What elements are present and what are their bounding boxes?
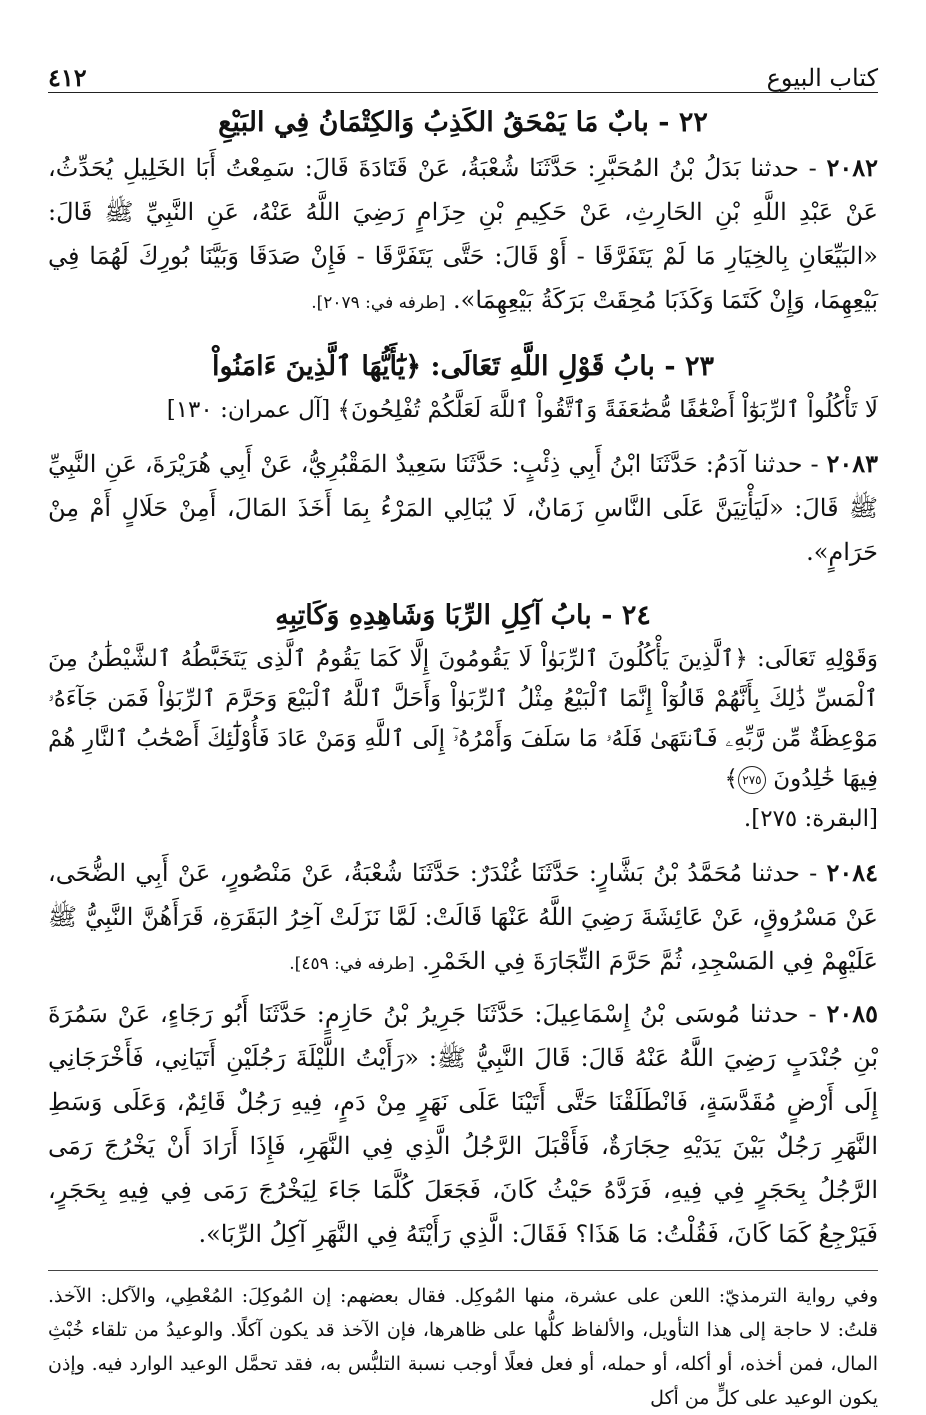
verse-close: ﴾ <box>724 766 738 792</box>
hadith-number: ٢٠٨٢ <box>826 153 879 182</box>
verse-reference: [آل عمران: ١٣٠] <box>166 397 331 423</box>
hadith-text: - حدثنا آدَمُ: حَدَّثَنَا ابْنُ أَبِي ذِئْبٍ: حَدَّثَنَا سَعِيدٌ المَقْبُرِيُّ، عَنْ أَبِي هُرَيْرَةَ، عَنِ النَّبِيِّ ﷺ قَالَ: «لَيَأْتِيَنَّ عَلَى النَّاسِ زَمَانٌ، لَا يُبَالِي المَرْءُ بِمَا أَخَذَ المَالَ، أَمِنْ حَلَالٍ أَمْ مِنْ حَرَامٍ». <box>48 450 878 566</box>
quran-verse: ﴿ٱلَّذِينَ يَأْكُلُونَ ٱلرِّبَوٰاْ لَا يَقُومُونَ إِلَّا كَمَا يَقُومُ ٱلَّذِى يَتَخَبَّطُهُ ٱلشَّيْطَٰنُ مِنَ ٱلْمَسِّ ذَٰلِكَ بِأَنَّهُمْ قَالُوٓاْ إِنَّمَا ٱلْبَيْعُ مِثْلُ ٱلرِّبَوٰاْ وَأَحَلَّ ٱللَّهُ ٱلْبَيْعَ وَحَرَّمَ ٱلرِّبَوٰاْ فَمَن جَآءَهُۥ مَوْعِظَةٌ مِّن رَّبِّهِۦ فَٱنتَهَىٰ فَلَهُۥ مَا سَلَفَ وَأَمْرُهُۥٓ إِلَى ٱللَّهِ وَمَنْ عَادَ فَأُوْلَٰٓئِكَ أَصْحَٰبُ ٱلنَّارِ هُمْ فِيهَا خَٰلِدُونَ <box>48 646 878 792</box>
running-header <box>48 52 878 93</box>
cross-reference: [طرفه في: ٤٥٩]. <box>289 954 415 974</box>
hadith-number: ٢٠٨٤ <box>826 858 878 887</box>
verse-intro: وَقَوْلِهِ تَعَالَى: <box>757 646 878 672</box>
chapter-22-heading: ٢٢ - بابٌ مَا يَمْحَقُ الكَذِبُ وَالكِتْمَانُ فِي البَيْعِ <box>218 107 708 138</box>
hadith-text: - حدثنا مُوسَى بْنُ إِسْمَاعِيلَ: حَدَّثَنَا جَرِيرُ بْنُ حَازِمٍ: حَدَّثَنَا أَبُو رَجَاءٍ، عَنْ سَمُرَةَ بْنِ جُنْدَبٍ رَضِيَ اللَّهُ عَنْهُ قَالَ: قَالَ النَّبِيُّ ﷺ: «رَأَيْتُ اللَّيْلَةَ رَجُلَيْنِ أَتَيَانِي، فَأَخْرَجَانِي إِلَى أَرْضٍ مُقَدَّسَةٍ، فَانْطَلَقْنَا حَتَّى أَتَيْنَا عَلَى نَهَرٍ مِنْ دَمٍ، فِيهِ رَجُلٌ قَائِمٌ، وَعَلَى وَسَطِ النَّهَرِ رَجُلٌ بَيْنَ يَدَيْهِ حِجَارَةٌ، فَأَقْبَلَ الرَّجُلُ الَّذِي فِي النَّهَرِ، فَإِذَا أَرَادَ أَنْ يَخْرُجَ رَمَى الرَّجُلُ بِحَجَرٍ فِي فِيهِ، فَرَدَّهُ حَيْثُ كَانَ، فَجَعَلَ كُلَّمَا جَاءَ لِيَخْرُجَ رَمَى فِي فِيهِ بِحَجَرٍ، فَيَرْجِعُ كَمَا كَانَ، فَقُلْتُ: مَا هَذَا؟ فَقَالَ: الَّذِي رَأَيْتَهُ فِي النَّهَرِ آكِلُ الرِّبَا». <box>48 1000 878 1248</box>
ayah-number-marker: ٢٧٥ <box>738 766 766 794</box>
footnote-divider <box>48 1270 878 1271</box>
cross-reference: [طرفه في: ٢٠٧٩]. <box>311 293 446 313</box>
chapter-24-heading: ٢٤ - بابُ آكِلِ الرِّبَا وَشَاهِدِهِ وَكَاتِبِهِ <box>275 600 651 631</box>
hadith-text: - حدثنا بَدَلُ بْنُ المُحَبَّرِ: حَدَّثَنَا شُعْبَةُ، عَنْ قَتَادَةَ قَالَ: سَمِعْتُ أَبَا الخَلِيلِ يُحَدِّثُ، عَنْ عَبْدِ اللَّهِ بْنِ الحَارِثِ، عَنْ حَكِيمِ بْنِ حِزَامٍ رَضِيَ اللَّهُ عَنْهُ، عَنِ النَّبِيِّ ﷺ قَالَ: «البَيِّعَانِ بِالخِيَارِ مَا لَمْ يَتَفَرَّقَا - أَوْ قَالَ: حَتَّى يَتَفَرَّقَا - فَإِنْ صَدَقَا وَبَيَّنَا بُورِكَ لَهُمَا فِي بَيْعِهِمَا، وَإِنْ كَتَمَا وَكَذَبَا مُحِقَتْ بَرَكَةُ بَيْعِهِمَا». <box>48 154 879 314</box>
chapter-24-reference-line <box>48 799 878 839</box>
chapter-23-verse <box>48 390 878 430</box>
hadith-2085 <box>48 992 878 1256</box>
chapter-24-verse <box>48 639 878 799</box>
book-title: كتاب البيوع <box>766 64 878 92</box>
verse-reference: [البقرة: ٢٧٥]. <box>743 806 878 832</box>
hadith-number: ٢٠٨٣ <box>826 449 879 478</box>
hadith-2084 <box>48 851 878 986</box>
hadith-text: - حدثنا مُحَمَّدُ بْنُ بَشَّارٍ: حَدَّثَنَا غُنْدَرٌ: حَدَّثَنَا شُعْبَةُ، عَنْ مَنْصُورٍ، عَنْ أَبِي الضُّحَى، عَنْ مَسْرُوقٍ، عَنْ عَائِشَةَ رَضِيَ اللَّهُ عَنْهَا قَالَتْ: لَمَّا نَزَلَتْ آخِرُ البَقَرَةِ، قَرَأَهُنَّ النَّبِيُّ ﷺ عَلَيْهِمْ فِي المَسْجِدِ، ثُمَّ حَرَّمَ التِّجَارَةَ فِي الخَمْرِ. <box>48 859 878 975</box>
hadith-number: ٢٠٨٥ <box>826 999 878 1028</box>
hadith-2082 <box>48 146 878 325</box>
quran-verse: لَا تَأْكُلُواْ ٱلرِّبَوٰٓاْ أَضْعَٰفًا مُّضَٰعَفَةً وَٱتَّقُواْ ٱللَّهَ لَعَلَّكُمْ تُفْلِحُونَ﴾ <box>337 397 878 423</box>
page-number: ٤١٢ <box>48 63 87 92</box>
hadith-2083 <box>48 442 878 574</box>
chapter-23-heading: ٢٣ - بابُ قَوْلِ اللَّهِ تَعَالَى: ﴿يَٰٓأَيُّهَا ٱلَّذِينَ ءَامَنُواْ <box>212 351 714 382</box>
commentary-footnote: وفي رواية الترمذيّ: اللعن على عشرة، منها المُوكِل. فقال بعضهم: إن المُوكِلَ: المُعْطِي، والآكل: الآخذ. قلتُ: لا حاجة إلى هذا التأويل، والألفاظ كلُّها على ظاهرها، فإن الآخذ قد يكون آكلًا. والوعيدُ من تلقاء خُبْثِ المال، فمن أخذه، أو أكله، أو حمله، أو فعل فعلًا أوجب نسبة التلبُّس به، فقد تحمَّل الوعيد الوارد فيه. وإذن يكون الوعيد على كلٍّ من أكل <box>48 1285 878 1409</box>
